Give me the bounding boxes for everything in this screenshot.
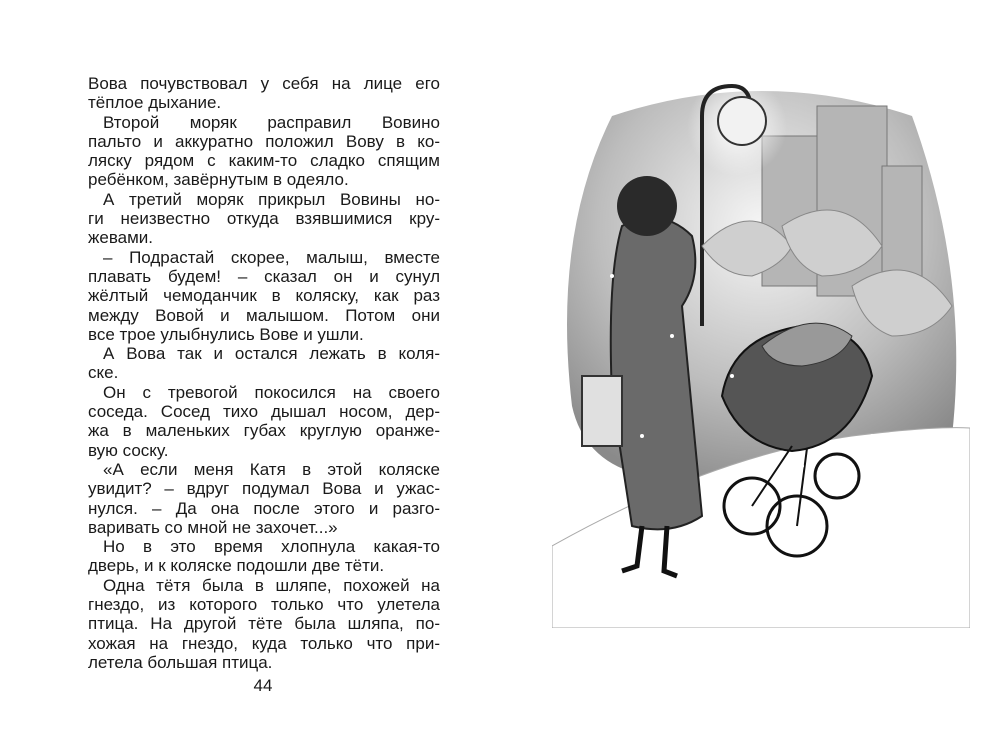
text-line: жа в маленьких губах круглую оранже- bbox=[88, 421, 440, 441]
text-line: летела большая птица. bbox=[88, 652, 273, 672]
text-line: дверь, и к коляске подошли две тёти. bbox=[88, 556, 385, 576]
text-line: между Вовой и малышом. Потом они bbox=[88, 305, 440, 325]
text-line: Вова почувствовал у себя на лице его bbox=[88, 74, 440, 93]
shopping-bag bbox=[582, 376, 622, 446]
illustration-woman-with-pram bbox=[552, 76, 970, 628]
paragraph bbox=[88, 190, 440, 248]
woman-in-coat bbox=[611, 218, 702, 529]
text-line: А Вова так и остался лежать в коля- bbox=[103, 344, 440, 364]
text-line: Но в это время хлопнула какая-то bbox=[103, 537, 440, 557]
text-line: пальто и аккуратно положил Вову в ко- bbox=[88, 131, 440, 151]
text-line: варивать со мной не захочет...» bbox=[88, 517, 338, 537]
paragraph bbox=[88, 74, 440, 113]
text-line: ребёнком, завёрнутым в одеяло. bbox=[88, 170, 349, 190]
text-line: жёлтый чемоданчик в коляску, как раз bbox=[88, 286, 440, 306]
text-line: ске. bbox=[88, 363, 119, 383]
woman-fur-hat bbox=[617, 176, 677, 236]
page-number: 44 bbox=[253, 676, 273, 695]
text-line: тёплое дыхание. bbox=[88, 93, 222, 113]
paragraph bbox=[88, 344, 440, 383]
text-line: «А если меня Катя в этой коляске bbox=[103, 459, 440, 479]
text-line: гнездо, из которого только что улетела bbox=[88, 595, 440, 615]
paragraph bbox=[88, 248, 440, 344]
text-line: ляску рядом с каким-то сладко спящим bbox=[88, 151, 440, 171]
text-line: Он с тревогой покосился на своего bbox=[103, 382, 440, 402]
text-line: хожая на гнездо, куда только что при- bbox=[88, 633, 440, 653]
text-line: соседа. Сосед тихо дышал носом, дер- bbox=[88, 402, 440, 422]
text-line: – Подрастай скорее, малыш, вместе bbox=[103, 247, 440, 267]
paragraph bbox=[88, 576, 440, 672]
text-line: А третий моряк прикрыл Вовины но- bbox=[103, 189, 440, 209]
text-line: увидит? – вдруг подумал Вова и ужас- bbox=[88, 479, 440, 499]
text-line: птица. На другой тёте была шляпа, по- bbox=[88, 614, 440, 634]
text-line: плавать будем! – сказал он и сунул bbox=[88, 266, 440, 286]
text-line: Одна тётя была в шляпе, похожей на bbox=[103, 575, 440, 595]
paragraph bbox=[88, 383, 440, 460]
text-line: нулся. – Да она после этого и разго- bbox=[88, 498, 440, 518]
story-text bbox=[88, 74, 440, 672]
paragraph bbox=[88, 460, 440, 537]
text-line: вую соску. bbox=[88, 440, 169, 460]
text-line: ги неизвестно откуда взявшимися кру- bbox=[88, 209, 440, 229]
text-line: все трое улыбнулись Вове и ушли. bbox=[88, 324, 364, 344]
paragraph bbox=[88, 537, 440, 576]
paragraph bbox=[88, 113, 440, 190]
text-line: жевами. bbox=[88, 228, 154, 248]
text-line: Второй моряк расправил Вовино bbox=[103, 112, 440, 132]
